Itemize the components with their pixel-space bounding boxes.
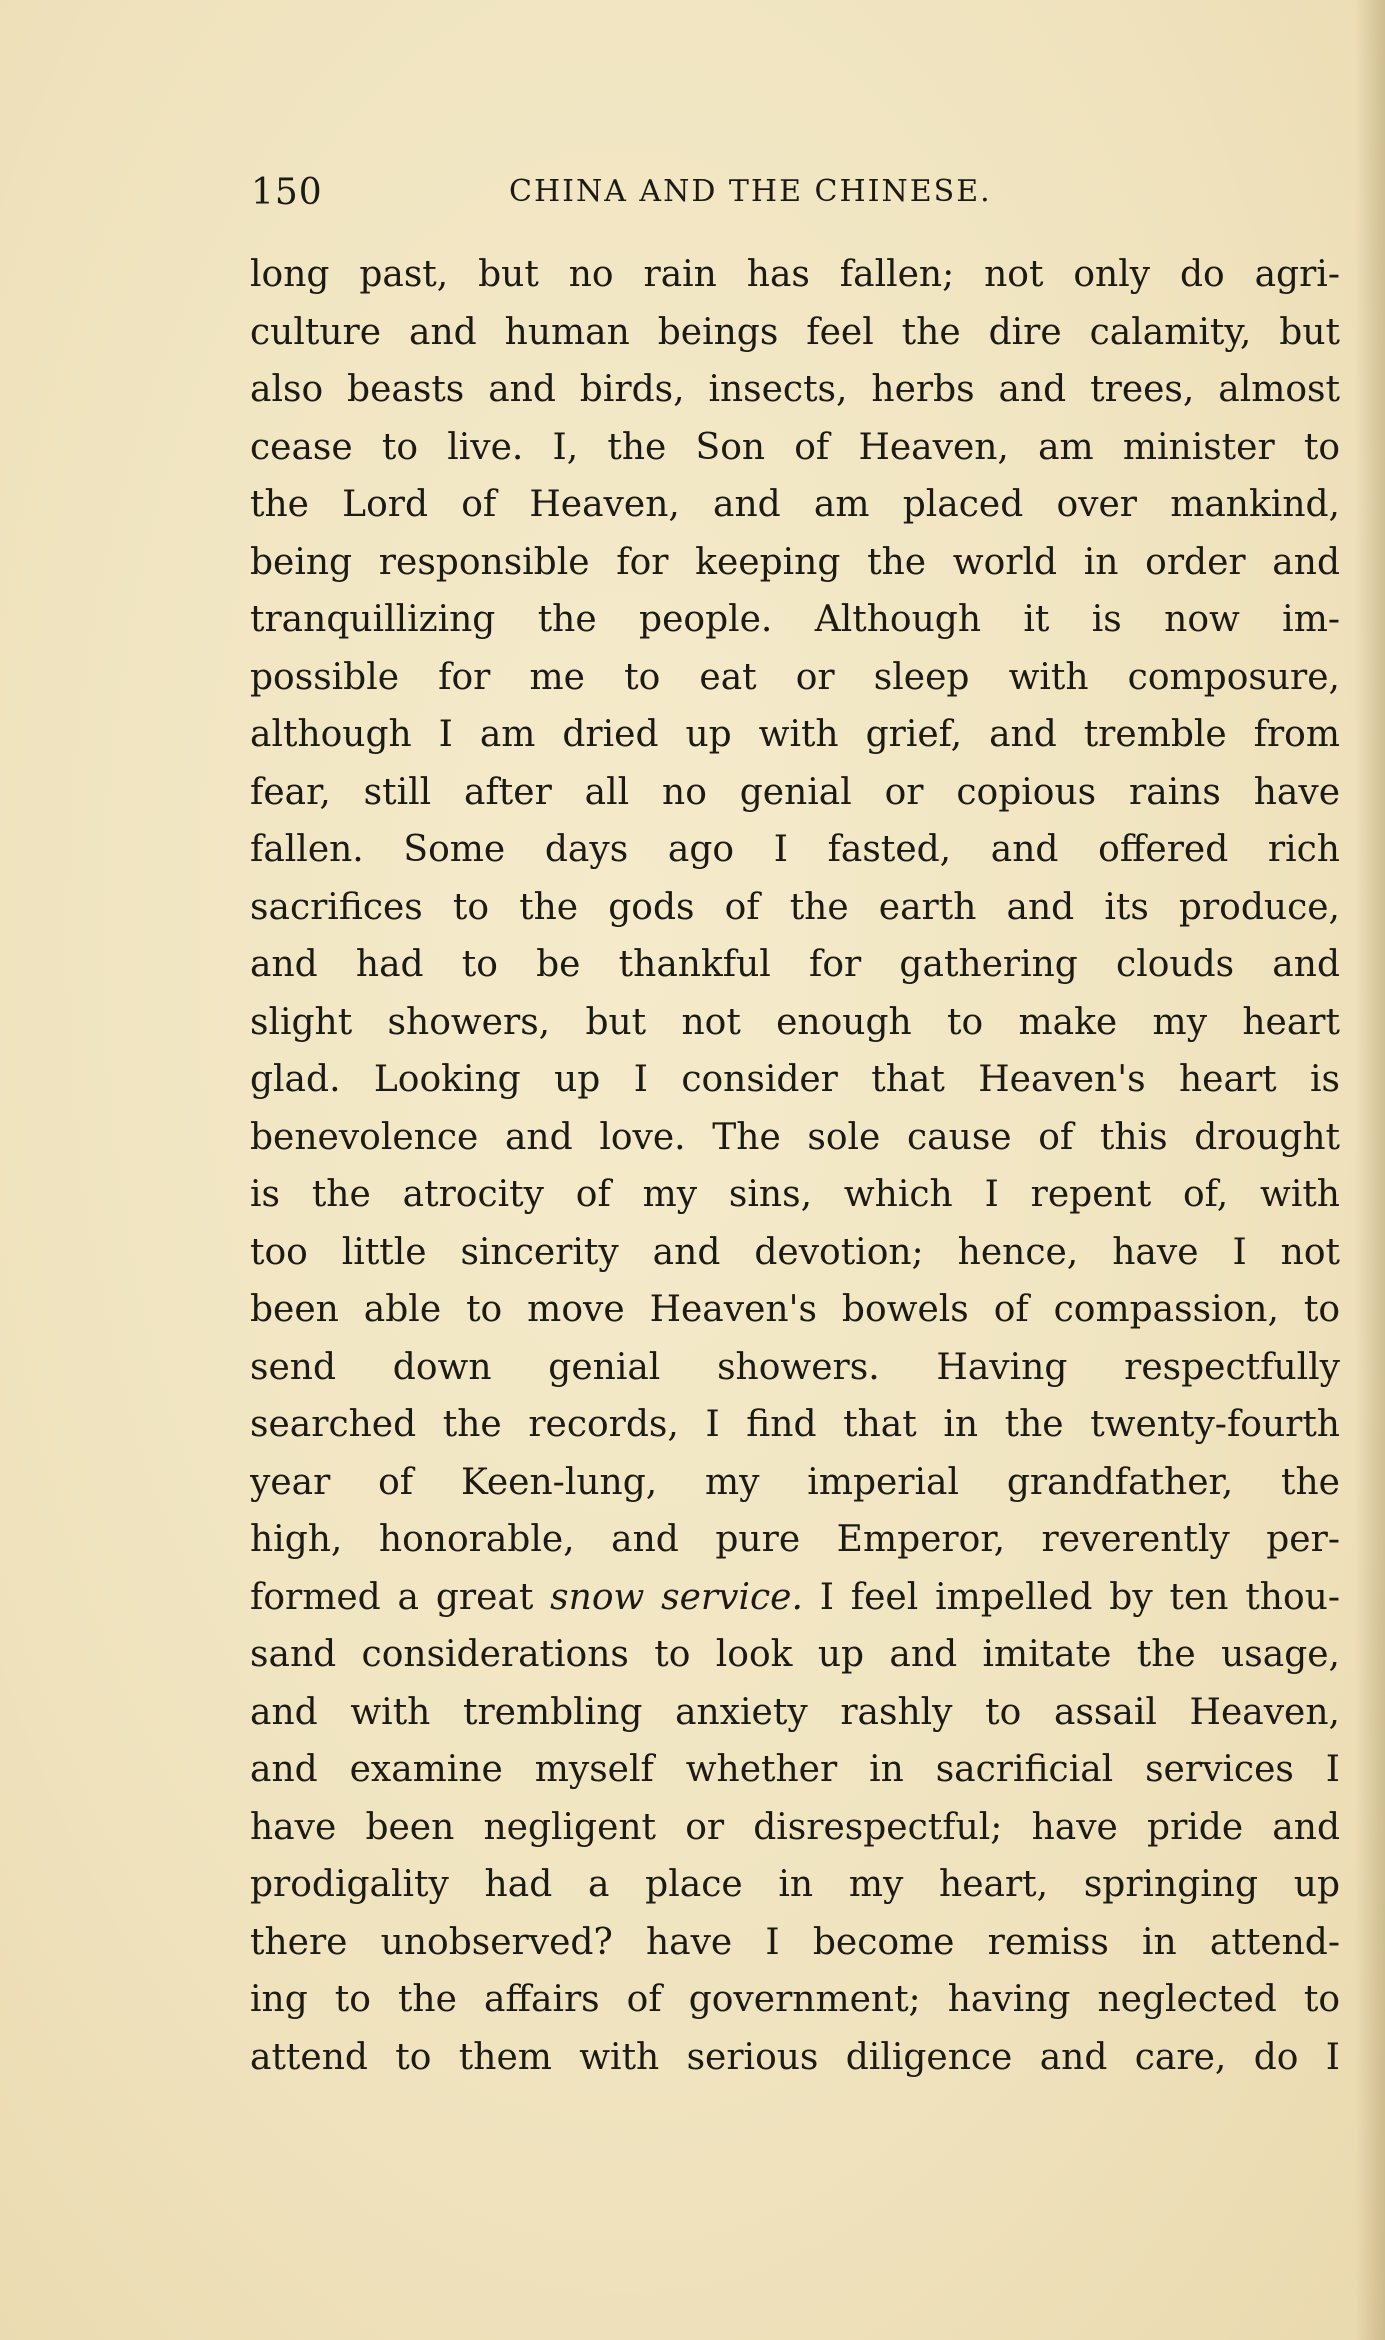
text-line: attend to them with serious diligence and care, do I (250, 2036, 1340, 2078)
text-line: fallen. Some days ago I fasted, and offered rich (250, 829, 1340, 870)
text-line: and examine myself whether in sacrificial services I (250, 1749, 1340, 1790)
text-segment: I feel impelled by ten thou- (802, 1576, 1340, 1618)
text-line: although I am dried up with grief, and tremble from (250, 714, 1340, 755)
text-line: searched the records, I find that in the twenty-fourth (250, 1404, 1340, 1445)
text-line: the Lord of Heaven, and am placed over mankind, (250, 484, 1340, 525)
text-line: being responsible for keeping the world in order and (250, 541, 1340, 583)
text-line: slight showers, but not enough to make my heart (250, 1001, 1340, 1043)
text-line: high, honorable, and pure Emperor, reverently per- (250, 1519, 1340, 1560)
text-line: is the atrocity of my sins, which I repent of, with (250, 1174, 1340, 1215)
text-line (250, 1569, 1340, 1627)
text-line: send down genial showers. Having respectfully (250, 1346, 1340, 1388)
page-edge-shadow (1355, 0, 1385, 2340)
text-line: cease to live. I, the Son of Heaven, am minister to (250, 426, 1340, 468)
italic-phrase: snow service. (550, 1576, 803, 1618)
text-segment: formed a great (250, 1576, 551, 1618)
text-line: there unobserved? have I become remiss in attend- (250, 1921, 1340, 1963)
running-title: CHINA AND THE CHINESE. (509, 174, 992, 209)
page-number: 150 (251, 172, 323, 213)
text-line: sand considerations to look up and imitate the usage, (250, 1634, 1340, 1675)
text-line: fear, still after all no genial or copious rains have (250, 771, 1340, 813)
text-line: year of Keen-lung, my imperial grandfather, the (250, 1461, 1340, 1503)
text-line: sacrifices to the gods of the earth and its produce, (250, 886, 1340, 928)
page-header (251, 172, 1341, 222)
text-line: possible for me to eat or sleep with composure, (250, 656, 1340, 698)
body-text (250, 246, 1340, 2086)
text-line: ing to the affairs of government; having neglected to (250, 1979, 1340, 2020)
text-line: prodigality had a place in my heart, springing up (250, 1864, 1340, 1905)
text-line: been able to move Heaven's bowels of compassion, to (250, 1289, 1340, 1330)
text-line: benevolence and love. The sole cause of this drought (250, 1116, 1340, 1158)
text-line: and had to be thankful for gathering clouds and (250, 944, 1340, 985)
text-line: long past, but no rain has fallen; not only do agri- (250, 254, 1340, 295)
text-line: too little sincerity and devotion; hence, have I not (250, 1231, 1340, 1273)
text-line: culture and human beings feel the dire calamity, but (250, 311, 1340, 353)
text-line: also beasts and birds, insects, herbs and trees, almost (250, 369, 1340, 410)
text-line: have been negligent or disrespectful; have pride and (250, 1806, 1340, 1848)
text-line: glad. Looking up I consider that Heaven's heart is (250, 1059, 1340, 1100)
text-line: and with trembling anxiety rashly to assail Heaven, (250, 1691, 1340, 1733)
text-line: tranquillizing the people. Although it is now im- (250, 599, 1340, 640)
